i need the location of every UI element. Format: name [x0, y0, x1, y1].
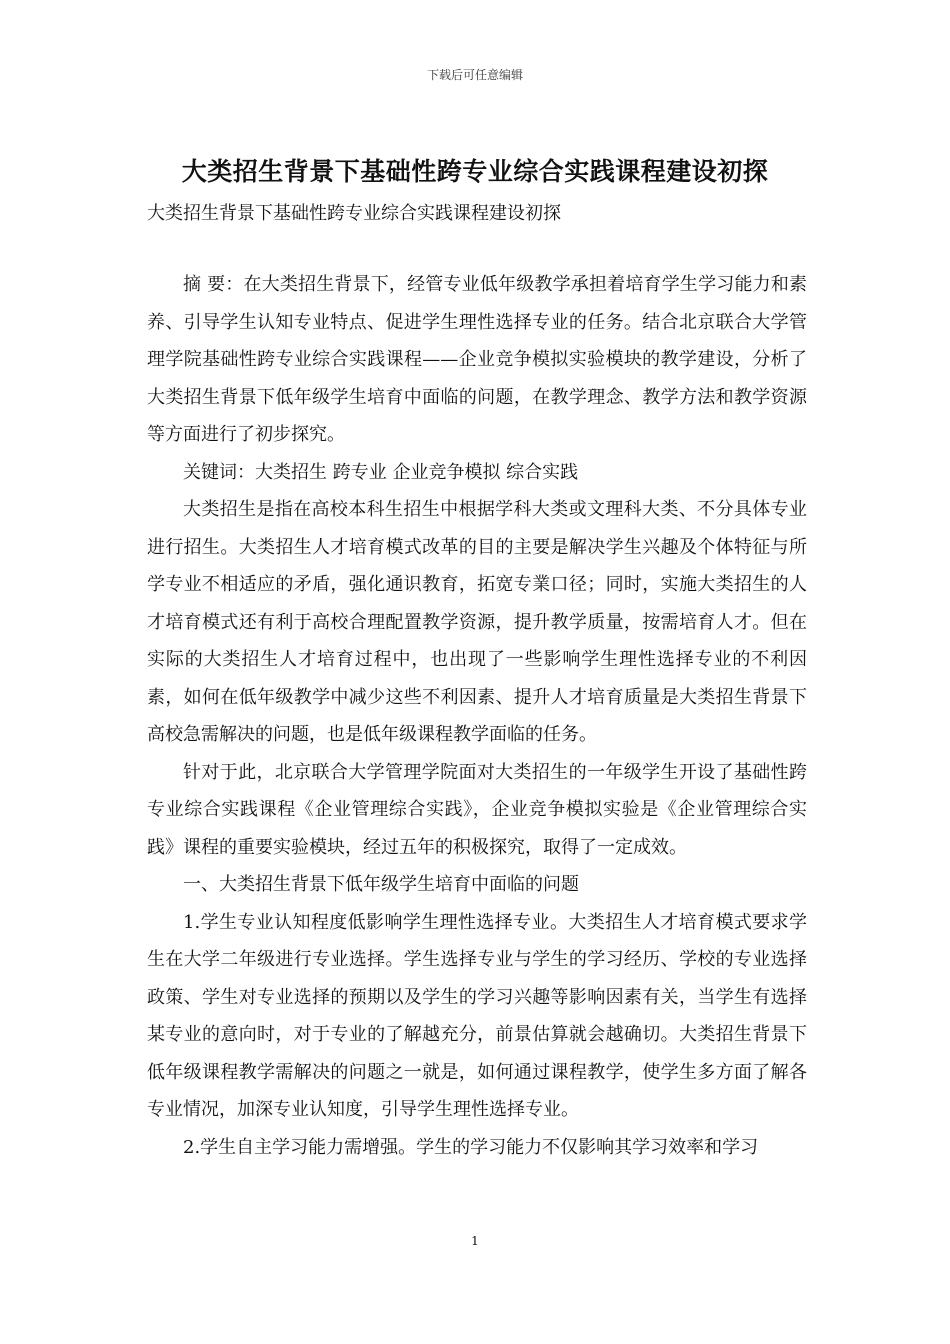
- document-body: [147, 266, 807, 1166]
- abstract-paragraph: 摘 要：在大类招生背景下，经管专业低年级教学承担着培育学生学习能力和素养、引导学生认知专业特点、促进学生理性选择专业的任务。结合北京联合大学管理学院基础性跨专业综合实践课程——企业竞争模拟实验模块的教学建设，分析了大类招生背景下低年级学生培育中面临的问题，在教学理念、教学方法和教学资源等方面进行了初步探究。: [147, 274, 807, 445]
- body-paragraph: 1.学生专业认知程度低影响学生理性选择专业。大类招生人才培育模式要求学生在大学二年级进行专业选择。学生选择专业与学生的学习经历、学校的专业选择政策、学生对专业选择的预期以及学生的学习兴趣等影响因素有关，当学生有选择某专业的意向时，对于专业的了解越充分，前景估算就会越确切。大类招生背景下低年级课程教学需解决的问题之一就是，如何通过课程教学，使学生多方面了解各专业情况，加深专业认知度，引导学生理性选择专业。: [147, 911, 807, 1120]
- page-number: 1: [471, 1234, 479, 1248]
- document-title: 大类招生背景下基础性跨专业综合实践课程建设初探: [181, 157, 769, 186]
- body-paragraph: 针对于此，北京联合大学管理学院面对大类招生的一年级学生开设了基础性跨专业综合实践课程《企业管理综合实践》，企业竞争模拟实验是《企业管理综合实践》课程的重要实验模块，经过五年的积极探究，取得了一定成效。: [147, 761, 807, 858]
- body-paragraph: 大类招生是指在高校本科生招生中根据学科大类或文理科大类、不分具体专业进行招生。大类招生人才培育模式改革的目的主要是解决学生兴趣及个体特征与所学专业不相适应的矛盾，强化通识教育，拓宽专業口径；同时，实施大类招生的人才培育模式还有利于高校合理配置教学资源，提升教学质量，按需培育人才。但在实际的大类招生人才培育过程中，也出现了一些影响学生理性选择专业的不利因素，如何在低年级教学中减少这些不利因素、提升人才培育质量是大类招生背景下高校急需解决的问题，也是低年级课程教学面临的任务。: [147, 499, 807, 745]
- keywords-paragraph: 关键词：大类招生 跨专业 企业竞争模拟 综合实践: [183, 461, 579, 483]
- document-subtitle: 大类招生背景下基础性跨专业综合实践课程建设初探: [147, 203, 561, 224]
- body-paragraph: 2.学生自主学习能力需增强。学生的学习能力不仅影响其学习效率和学习: [183, 1136, 759, 1158]
- section-heading: 一、大类招生背景下低年级学生培育中面临的问题: [183, 874, 579, 895]
- header-note: 下载后可任意编辑: [426, 68, 523, 82]
